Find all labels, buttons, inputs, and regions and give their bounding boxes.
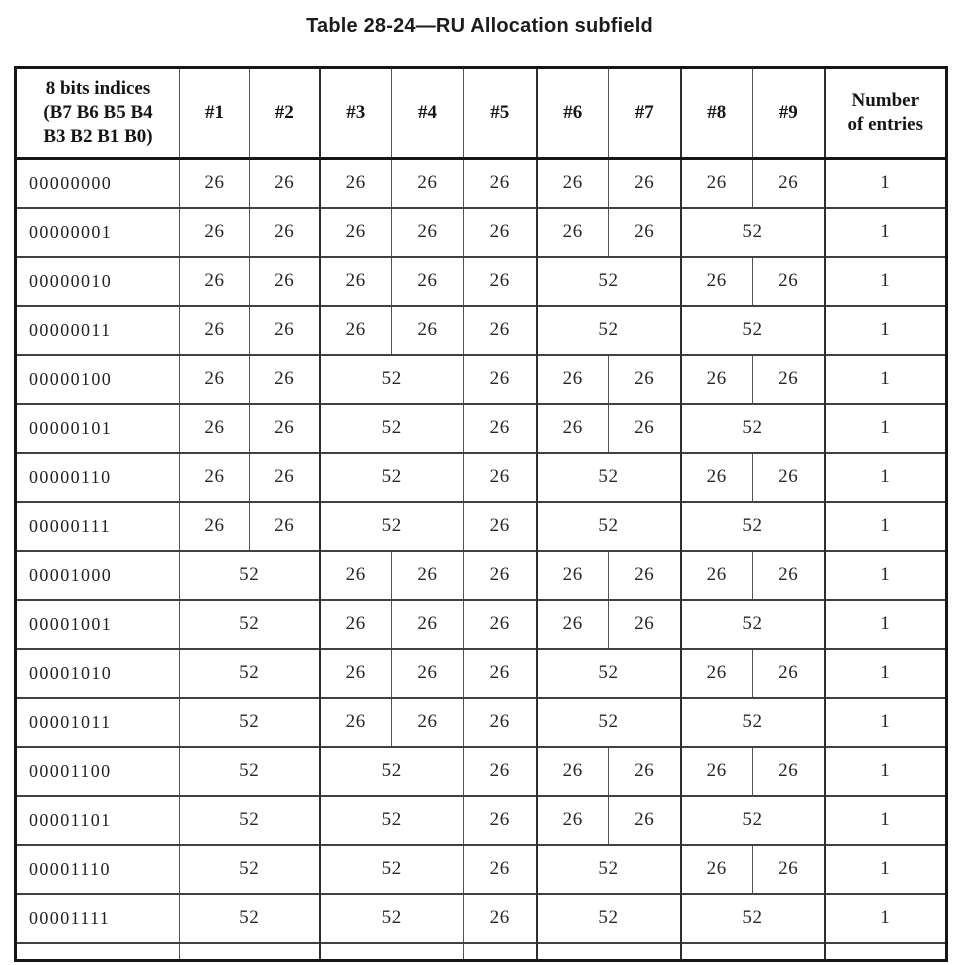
entries-cell: 1 xyxy=(825,453,947,502)
header-ru-3: #3 xyxy=(320,68,392,159)
ru-cell: 26 xyxy=(320,159,392,208)
ru-cell: 52 xyxy=(180,698,320,747)
row-index-cell: 00001001 xyxy=(16,600,180,649)
ru-cell: 52 xyxy=(681,600,825,649)
table-body xyxy=(16,159,947,961)
ru-cell: 26 xyxy=(537,404,609,453)
ru-cell xyxy=(320,943,464,961)
ru-cell: 52 xyxy=(681,208,825,257)
ru-cell: 52 xyxy=(320,845,464,894)
table-row xyxy=(16,355,947,404)
ru-cell: 52 xyxy=(537,453,681,502)
ru-cell: 26 xyxy=(537,796,609,845)
ru-cell: 26 xyxy=(392,649,464,698)
entries-cell: 1 xyxy=(825,306,947,355)
ru-cell: 26 xyxy=(250,208,320,257)
ru-allocation-table xyxy=(14,66,948,962)
ru-cell: 26 xyxy=(537,159,609,208)
ru-cell: 26 xyxy=(320,698,392,747)
row-index-cell: 00000100 xyxy=(16,355,180,404)
ru-cell: 26 xyxy=(753,747,825,796)
ru-cell: 26 xyxy=(392,551,464,600)
header-bit-indices-line1: 8 bits indices xyxy=(45,78,151,100)
ru-cell: 26 xyxy=(320,649,392,698)
ru-cell: 52 xyxy=(681,404,825,453)
ru-cell: 26 xyxy=(180,404,250,453)
ru-cell: 26 xyxy=(320,306,392,355)
ru-cell: 26 xyxy=(681,747,753,796)
row-index-cell: 00001110 xyxy=(16,845,180,894)
ru-cell: 52 xyxy=(537,502,681,551)
ru-cell: 52 xyxy=(320,796,464,845)
ru-cell: 26 xyxy=(537,355,609,404)
row-index-cell xyxy=(16,943,180,961)
ru-cell: 26 xyxy=(464,551,537,600)
partial-table-row xyxy=(16,943,947,961)
ru-cell: 26 xyxy=(537,208,609,257)
ru-cell: 26 xyxy=(464,649,537,698)
header-ru-2: #2 xyxy=(250,68,320,159)
ru-cell: 26 xyxy=(753,649,825,698)
row-index-cell: 00000000 xyxy=(16,159,180,208)
row-index-cell: 00000110 xyxy=(16,453,180,502)
entries-cell: 1 xyxy=(825,649,947,698)
ru-cell: 26 xyxy=(392,698,464,747)
ru-cell: 52 xyxy=(180,600,320,649)
ru-cell: 52 xyxy=(320,894,464,943)
ru-cell: 26 xyxy=(464,355,537,404)
table-row xyxy=(16,894,947,943)
row-index-cell: 00001000 xyxy=(16,551,180,600)
ru-cell: 26 xyxy=(392,257,464,306)
entries-cell xyxy=(825,943,947,961)
ru-cell: 26 xyxy=(250,404,320,453)
ru-cell: 26 xyxy=(250,355,320,404)
row-index-cell: 00001111 xyxy=(16,894,180,943)
ru-cell: 26 xyxy=(753,159,825,208)
ru-cell: 26 xyxy=(250,306,320,355)
entries-cell: 1 xyxy=(825,208,947,257)
ru-cell: 52 xyxy=(320,404,464,453)
header-row xyxy=(16,68,947,159)
ru-cell: 26 xyxy=(464,453,537,502)
ru-cell: 52 xyxy=(180,551,320,600)
row-index-cell: 00000010 xyxy=(16,257,180,306)
ru-cell: 26 xyxy=(392,600,464,649)
header-number-of-entries-line1: Number xyxy=(851,90,920,112)
ru-cell: 26 xyxy=(180,355,250,404)
ru-cell: 26 xyxy=(753,845,825,894)
ru-cell: 26 xyxy=(464,404,537,453)
ru-cell: 52 xyxy=(681,306,825,355)
table-row xyxy=(16,208,947,257)
ru-cell: 26 xyxy=(537,600,609,649)
header-ru-5: #5 xyxy=(464,68,537,159)
header-ru-6: #6 xyxy=(537,68,609,159)
ru-cell: 26 xyxy=(681,453,753,502)
ru-cell xyxy=(464,943,537,961)
entries-cell: 1 xyxy=(825,894,947,943)
row-index-cell: 00000111 xyxy=(16,502,180,551)
ru-cell: 26 xyxy=(180,306,250,355)
entries-cell: 1 xyxy=(825,698,947,747)
ru-cell xyxy=(681,943,825,961)
table-row xyxy=(16,453,947,502)
entries-cell: 1 xyxy=(825,845,947,894)
table-header xyxy=(16,68,947,159)
row-index-cell: 00001010 xyxy=(16,649,180,698)
table-row xyxy=(16,747,947,796)
ru-cell: 26 xyxy=(320,257,392,306)
ru-cell: 52 xyxy=(537,306,681,355)
table-row xyxy=(16,796,947,845)
entries-cell: 1 xyxy=(825,159,947,208)
ru-cell: 26 xyxy=(609,747,681,796)
table-row xyxy=(16,845,947,894)
ru-cell: 26 xyxy=(250,502,320,551)
table-row xyxy=(16,698,947,747)
header-ru-7: #7 xyxy=(609,68,681,159)
ru-cell: 26 xyxy=(681,649,753,698)
ru-cell: 52 xyxy=(537,649,681,698)
entries-cell: 1 xyxy=(825,600,947,649)
ru-cell: 26 xyxy=(609,404,681,453)
ru-cell: 26 xyxy=(250,257,320,306)
ru-cell: 26 xyxy=(464,796,537,845)
row-index-cell: 00000001 xyxy=(16,208,180,257)
row-index-cell: 00001101 xyxy=(16,796,180,845)
entries-cell: 1 xyxy=(825,796,947,845)
table-row xyxy=(16,551,947,600)
table-caption: Table 28-24—RU Allocation subfield xyxy=(306,15,653,37)
row-index-cell: 00000101 xyxy=(16,404,180,453)
table-row xyxy=(16,649,947,698)
ru-cell: 52 xyxy=(681,502,825,551)
ru-cell: 26 xyxy=(681,845,753,894)
table-row xyxy=(16,257,947,306)
ru-cell: 26 xyxy=(609,796,681,845)
ru-cell: 52 xyxy=(537,698,681,747)
header-number-of-entries xyxy=(825,68,947,159)
ru-cell: 52 xyxy=(180,796,320,845)
header-ru-8: #8 xyxy=(681,68,753,159)
ru-cell: 26 xyxy=(464,208,537,257)
ru-cell: 26 xyxy=(753,453,825,502)
ru-cell: 26 xyxy=(681,355,753,404)
ru-cell: 52 xyxy=(180,845,320,894)
entries-cell: 1 xyxy=(825,257,947,306)
ru-cell: 26 xyxy=(180,208,250,257)
ru-cell: 26 xyxy=(250,453,320,502)
entries-cell: 1 xyxy=(825,551,947,600)
table-row xyxy=(16,306,947,355)
row-index-cell: 00001100 xyxy=(16,747,180,796)
entries-cell: 1 xyxy=(825,355,947,404)
ru-cell: 52 xyxy=(320,355,464,404)
ru-cell: 26 xyxy=(320,600,392,649)
header-ru-9: #9 xyxy=(753,68,825,159)
ru-cell: 52 xyxy=(180,747,320,796)
ru-cell: 26 xyxy=(609,551,681,600)
ru-cell: 26 xyxy=(464,502,537,551)
ru-cell: 26 xyxy=(537,747,609,796)
entries-cell: 1 xyxy=(825,502,947,551)
ru-cell: 52 xyxy=(180,894,320,943)
ru-cell: 26 xyxy=(681,551,753,600)
ru-cell: 26 xyxy=(320,551,392,600)
row-index-cell: 00000011 xyxy=(16,306,180,355)
ru-cell: 26 xyxy=(609,355,681,404)
ru-cell: 26 xyxy=(753,257,825,306)
table-row xyxy=(16,404,947,453)
ru-cell: 52 xyxy=(537,257,681,306)
ru-cell: 26 xyxy=(464,600,537,649)
ru-cell: 26 xyxy=(180,502,250,551)
ru-cell: 26 xyxy=(609,159,681,208)
ru-cell: 52 xyxy=(537,845,681,894)
ru-cell: 26 xyxy=(464,306,537,355)
entries-cell: 1 xyxy=(825,747,947,796)
header-bit-indices-line3: B3 B2 B1 B0) xyxy=(43,125,153,147)
document-page xyxy=(0,15,959,965)
row-index-cell: 00001011 xyxy=(16,698,180,747)
ru-cell: 26 xyxy=(320,208,392,257)
ru-cell: 52 xyxy=(681,894,825,943)
ru-cell: 52 xyxy=(320,502,464,551)
ru-cell: 26 xyxy=(392,208,464,257)
ru-cell: 52 xyxy=(537,894,681,943)
ru-cell: 26 xyxy=(464,894,537,943)
ru-cell: 26 xyxy=(250,159,320,208)
ru-cell: 26 xyxy=(464,159,537,208)
table-row xyxy=(16,159,947,208)
ru-cell: 52 xyxy=(681,796,825,845)
ru-cell: 52 xyxy=(320,453,464,502)
table-row xyxy=(16,600,947,649)
ru-cell: 26 xyxy=(609,208,681,257)
ru-cell: 26 xyxy=(753,551,825,600)
ru-cell: 26 xyxy=(180,453,250,502)
ru-cell: 26 xyxy=(464,257,537,306)
ru-cell: 26 xyxy=(537,551,609,600)
header-bit-indices-line2: (B7 B6 B5 B4 xyxy=(43,102,153,124)
header-ru-4: #4 xyxy=(392,68,464,159)
header-bit-indices xyxy=(16,68,180,159)
header-number-of-entries-line2: of entries xyxy=(847,114,923,135)
ru-cell: 26 xyxy=(464,747,537,796)
entries-cell: 1 xyxy=(825,404,947,453)
ru-cell: 26 xyxy=(464,698,537,747)
ru-cell: 26 xyxy=(180,159,250,208)
ru-cell: 26 xyxy=(753,355,825,404)
ru-cell: 52 xyxy=(320,747,464,796)
header-ru-1: #1 xyxy=(180,68,250,159)
ru-cell: 26 xyxy=(681,257,753,306)
ru-cell: 26 xyxy=(392,306,464,355)
ru-cell: 26 xyxy=(681,159,753,208)
ru-cell: 52 xyxy=(681,698,825,747)
ru-cell xyxy=(537,943,681,961)
ru-cell xyxy=(180,943,320,961)
ru-cell: 26 xyxy=(609,600,681,649)
ru-cell: 52 xyxy=(180,649,320,698)
table-row xyxy=(16,502,947,551)
ru-cell: 26 xyxy=(392,159,464,208)
ru-cell: 26 xyxy=(464,845,537,894)
ru-cell: 26 xyxy=(180,257,250,306)
